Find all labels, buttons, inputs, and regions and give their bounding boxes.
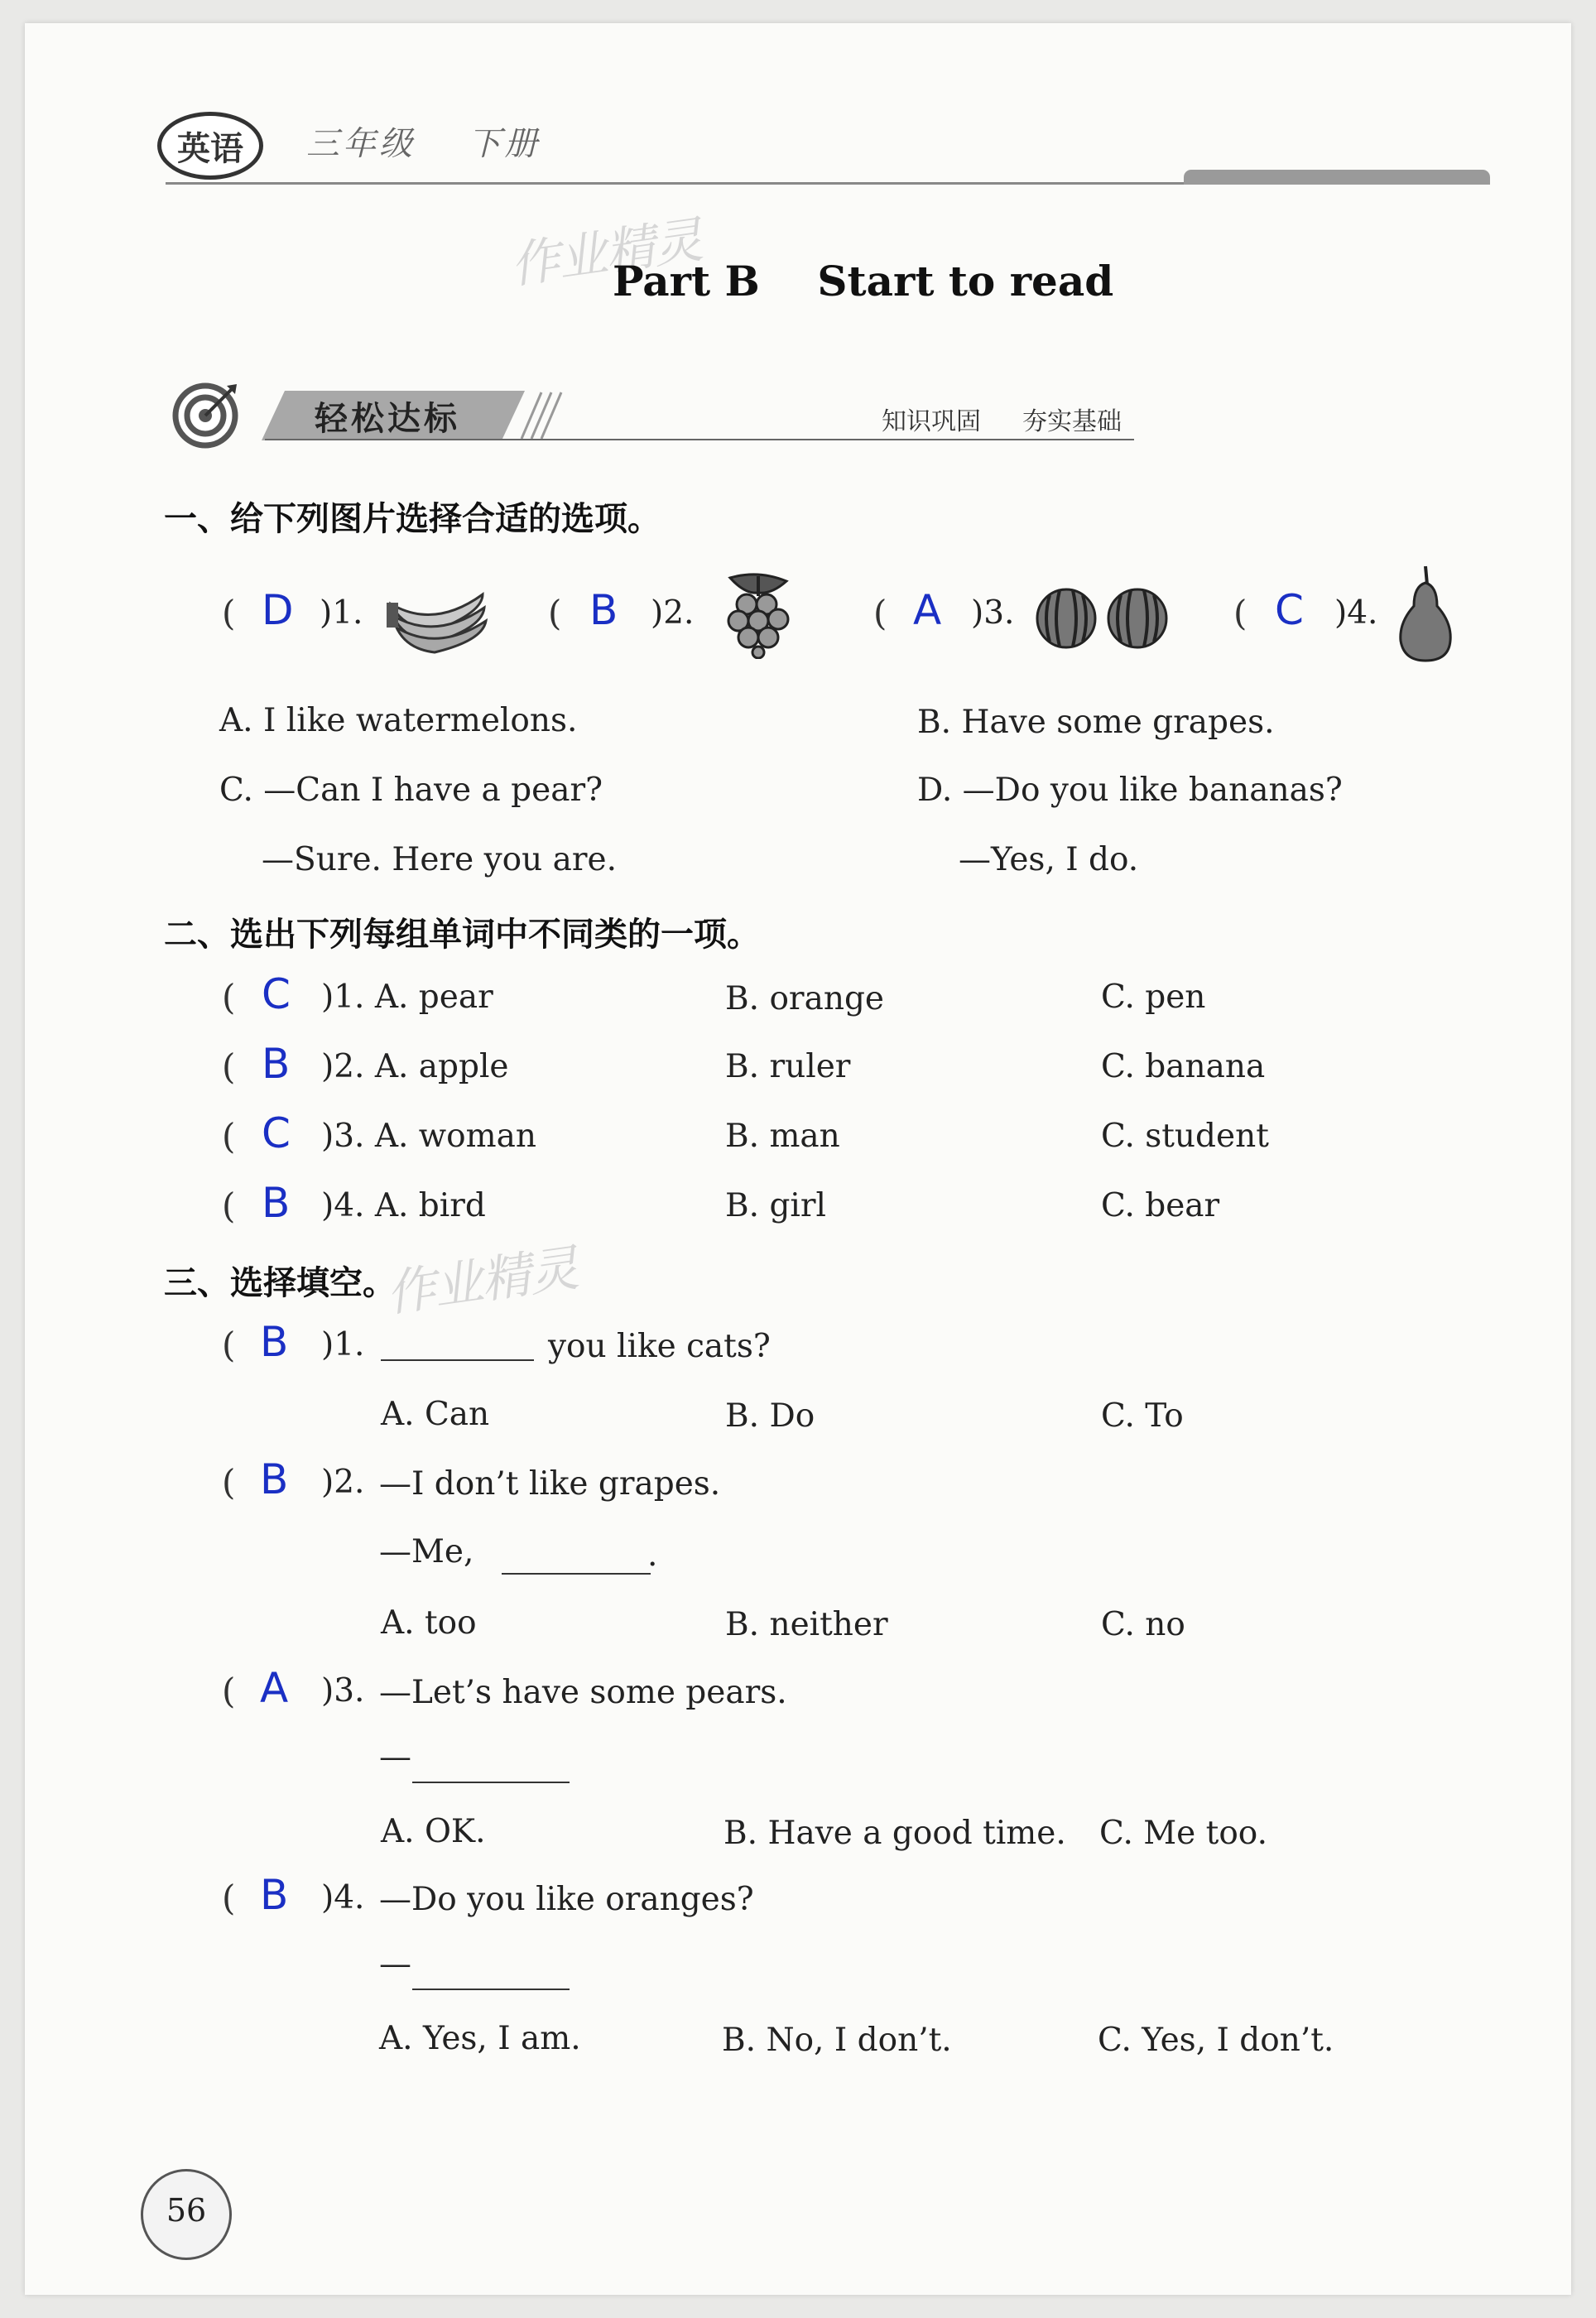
s1-option-b: B. Have some grapes. — [917, 704, 1275, 741]
section-2-heading: 二、选出下列每组单词中不同类的一项。 — [164, 916, 760, 954]
answer-s2-q1: C — [262, 970, 291, 1018]
s3-q4-blank — [412, 1989, 570, 1990]
s3-q4-dash: — — [379, 1945, 411, 1983]
answer-s3-q3: A — [260, 1664, 289, 1712]
open-paren: ( — [222, 1185, 236, 1226]
open-paren: ( — [222, 1671, 236, 1711]
s3-q3-option-a: A. OK. — [381, 1813, 486, 1850]
s3-q2-number: )2. — [321, 1464, 365, 1501]
s1-q3-number: )3. — [971, 594, 1015, 632]
bananas-icon — [385, 580, 488, 654]
answer-s1-q1: D — [262, 586, 294, 634]
open-paren: ( — [222, 1462, 236, 1503]
s1-q4-number: )4. — [1334, 594, 1378, 632]
s3-q1-text: you like cats? — [548, 1328, 771, 1365]
answer-s2-q3: C — [262, 1109, 291, 1157]
banner-label: 轻松达标 — [315, 400, 460, 438]
open-paren: ( — [222, 593, 236, 633]
s3-q4-line1: —Do you like oranges? — [379, 1881, 754, 1918]
open-paren: ( — [222, 977, 236, 1017]
s2-q4-option-c: C. bear — [1101, 1187, 1220, 1224]
banner-stripes — [513, 391, 563, 440]
s3-q3-blank — [412, 1782, 570, 1783]
banner-tag-foundation: 夯实基础 — [1022, 407, 1122, 436]
s3-q3-dash: — — [379, 1738, 411, 1776]
answer-s3-q4: B — [260, 1871, 289, 1919]
s3-q2-period: . — [647, 1537, 658, 1574]
target-icon — [172, 382, 238, 449]
s2-q1-option-a: )1. A. pear — [321, 979, 493, 1016]
open-paren: ( — [222, 1046, 236, 1087]
s1-option-d-line2: —Yes, I do. — [959, 841, 1139, 878]
s2-q4-option-b: B. girl — [725, 1187, 827, 1224]
s3-q1-blank — [381, 1359, 534, 1361]
s3-q2-blank — [502, 1573, 651, 1575]
s2-q2-option-c: C. banana — [1101, 1048, 1266, 1085]
s3-q2-line1: —I don’t like grapes. — [379, 1465, 721, 1503]
s3-q3-line1: —Let’s have some pears. — [379, 1674, 787, 1711]
s3-q1-option-a: A. Can — [381, 1396, 490, 1433]
s2-q2-option-b: B. ruler — [725, 1048, 851, 1085]
answer-s3-q1: B — [260, 1318, 289, 1366]
s3-q4-option-c: C. Yes, I don’t. — [1098, 2022, 1334, 2059]
s3-q1-option-c: C. To — [1101, 1397, 1184, 1435]
page-number: 56 — [166, 2192, 207, 2229]
s3-q3-number: )3. — [321, 1672, 365, 1710]
open-paren: ( — [873, 593, 887, 633]
s3-q1-option-b: B. Do — [725, 1397, 815, 1435]
s3-q1-number: )1. — [321, 1326, 365, 1363]
answer-s1-q4: C — [1275, 586, 1304, 634]
banner-rule — [265, 439, 1134, 440]
grade-label: 三年级 — [306, 125, 416, 163]
watermark-top: 作业精灵 — [506, 211, 705, 296]
banner-tag-consolidate: 知识巩固 — [882, 407, 981, 436]
answer-s1-q3: A — [913, 586, 942, 634]
s3-q2-line2: —Me, — [379, 1533, 474, 1570]
section-1-heading: 一、给下列图片选择合适的选项。 — [164, 500, 661, 538]
s2-q3-option-a: )3. A. woman — [321, 1118, 536, 1155]
s2-q3-option-c: C. student — [1101, 1118, 1269, 1155]
s3-q2-option-a: A. too — [381, 1604, 477, 1642]
s3-q4-number: )4. — [321, 1879, 365, 1916]
volume-label: 下册 — [468, 125, 541, 163]
answer-s2-q4: B — [262, 1179, 291, 1227]
s1-q2-number: )2. — [651, 594, 695, 632]
s3-q4-option-a: A. Yes, I am. — [379, 2020, 581, 2057]
answer-s1-q2: B — [589, 586, 618, 634]
s3-q2-option-c: C. no — [1101, 1606, 1185, 1643]
s2-q4-option-a: )4. A. bird — [321, 1187, 486, 1224]
page-title: Part B Start to read — [613, 257, 1114, 305]
answer-s2-q2: B — [262, 1040, 291, 1088]
s2-q1-option-b: B. orange — [725, 980, 884, 1017]
s2-q3-option-b: B. man — [725, 1118, 840, 1155]
open-paren: ( — [222, 1878, 236, 1918]
pear-icon — [1392, 565, 1459, 664]
open-paren: ( — [1233, 593, 1247, 633]
open-paren: ( — [548, 593, 562, 633]
s1-option-c-line1: C. —Can I have a pear? — [219, 772, 603, 809]
watermark-middle: 作业精灵 — [382, 1239, 581, 1324]
open-paren: ( — [222, 1116, 236, 1157]
s2-q2-option-a: )2. A. apple — [321, 1048, 509, 1085]
header-accent-bar — [1184, 170, 1490, 185]
s1-q1-number: )1. — [320, 594, 363, 632]
answer-s3-q2: B — [260, 1455, 289, 1503]
s3-q2-option-b: B. neither — [725, 1606, 888, 1643]
open-paren: ( — [222, 1325, 236, 1365]
s3-q3-option-c: C. Me too. — [1099, 1815, 1267, 1852]
s3-q3-option-b: B. Have a good time. — [723, 1815, 1066, 1852]
watermelons-icon — [1035, 584, 1171, 650]
s2-q1-option-c: C. pen — [1101, 979, 1206, 1016]
s3-q4-option-b: B. No, I don’t. — [722, 2022, 952, 2059]
grapes-icon — [714, 570, 803, 659]
workbook-page — [25, 23, 1571, 2295]
s1-option-a: A. I like watermelons. — [219, 702, 578, 739]
section-3-heading: 三、选择填空。 — [164, 1264, 396, 1302]
s1-option-c-line2: —Sure. Here you are. — [262, 841, 617, 878]
subject-logo: 英语 — [157, 112, 263, 180]
s1-option-d-line1: D. —Do you like bananas? — [917, 772, 1343, 809]
